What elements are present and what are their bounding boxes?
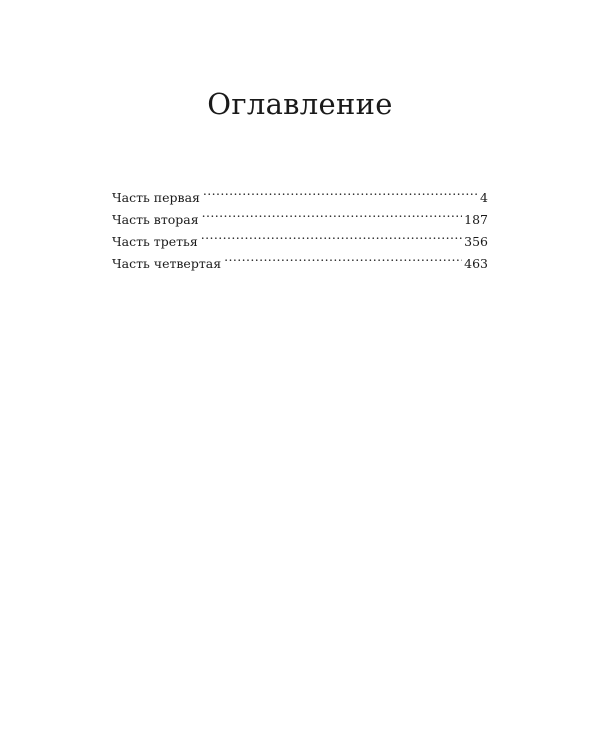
toc-entry-label: Часть вторая [112,212,199,227]
toc-entry-page-number: 187 [464,212,488,227]
toc-entry-page-number: 4 [480,190,488,205]
toc-entry-page-number: 463 [464,256,488,271]
toc-entry-page-number: 356 [464,234,488,249]
table-of-contents [112,180,488,271]
toc-entry-label: Часть третья [112,234,198,249]
dot-leader [201,224,462,246]
page-title: Оглавление [207,87,393,121]
dot-leader [224,246,462,268]
dot-leader [202,202,463,224]
toc-entry[interactable] [112,180,488,205]
toc-entry-label: Часть четвертая [112,256,222,271]
toc-entry-label: Часть первая [112,190,200,205]
dot-leader [203,180,478,202]
